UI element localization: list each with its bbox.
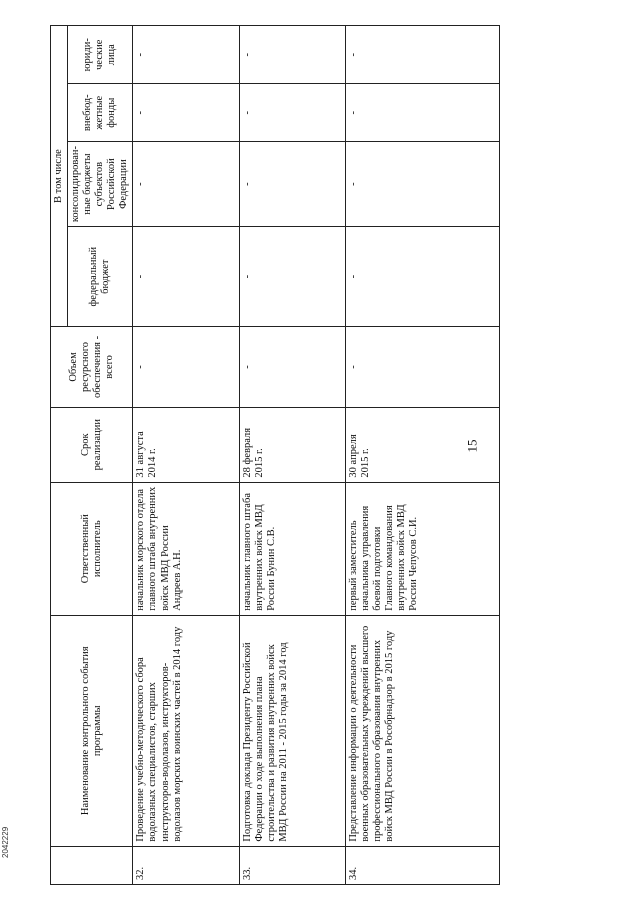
- total-value: -: [239, 327, 345, 408]
- header-row-1: [51, 26, 68, 885]
- event-name: Проведение учебно-методического сбора водолазных специалистов, старших инструкторов-водолазов, инструкторов-водолазов морских воинских частей в 2014 году: [133, 615, 239, 846]
- event-name: Представление информации о деятельности военных образовательных учреждений высшего профессионального образования внутренних войск МВД России в Рособрнадзор в 2015 году: [345, 615, 499, 846]
- legal-value: -: [133, 26, 239, 84]
- table-row: [133, 26, 239, 885]
- consolidated-value: -: [133, 142, 239, 227]
- event-name: Подготовка доклада Президенту Российской Федерации о ходе выполнения плана строительства и развития внутренних войск МВД России на 2011 - 2015 годы за 2014 год: [239, 615, 345, 846]
- total-value: -: [133, 327, 239, 408]
- header-federal: федеральный бюджет: [68, 227, 133, 327]
- consolidated-value: -: [345, 142, 499, 227]
- legal-value: -: [239, 26, 345, 84]
- program-events-table: [50, 25, 500, 885]
- table-row: [239, 26, 345, 885]
- responsible-person: первый заместитель начальника управления боевой подготовки Главного командования внутренних войск МВД России Чепусов С.И.: [345, 482, 499, 615]
- term: 30 апреля 2015 г.: [345, 407, 499, 482]
- row-number: 33.: [239, 846, 345, 884]
- row-number: 34.: [345, 846, 499, 884]
- header-num: [51, 846, 133, 884]
- offbudget-value: -: [239, 84, 345, 142]
- federal-value: -: [133, 227, 239, 327]
- header-term: Срок реализации: [51, 407, 133, 482]
- header-consolidated: консолидирован-ные бюджеты субъектов Российской Федерации: [68, 142, 133, 227]
- header-including: В том числе: [51, 26, 68, 327]
- header-offbudget: внебюд-жетные фонды: [68, 84, 133, 142]
- header-responsible: Ответственный исполнитель: [51, 482, 133, 615]
- document-stamp-number: 2042229: [1, 826, 10, 858]
- header-name: Наименование контрольного события программы: [51, 615, 133, 846]
- table-row: [345, 26, 499, 885]
- consolidated-value: -: [239, 142, 345, 227]
- rotated-table-wrapper: [50, 25, 500, 885]
- responsible-person: начальник главного штаба внутренних войск МВД России Бунин С.В.: [239, 482, 345, 615]
- header-total: Объем ресурсного обеспечения - всего: [51, 327, 133, 408]
- row-number: 32.: [133, 846, 239, 884]
- term: 31 августа 2014 г.: [133, 407, 239, 482]
- header-legal: юриди-ческие лица: [68, 26, 133, 84]
- responsible-person: начальник морского отдела главного штаба внутренних войск МВД России Андреев А.Н.: [133, 482, 239, 615]
- offbudget-value: -: [133, 84, 239, 142]
- page-number: 15: [464, 439, 480, 453]
- legal-value: -: [345, 26, 499, 84]
- offbudget-value: -: [345, 84, 499, 142]
- total-value: -: [345, 327, 499, 408]
- federal-value: -: [345, 227, 499, 327]
- federal-value: -: [239, 227, 345, 327]
- term: 28 февраля 2015 г.: [239, 407, 345, 482]
